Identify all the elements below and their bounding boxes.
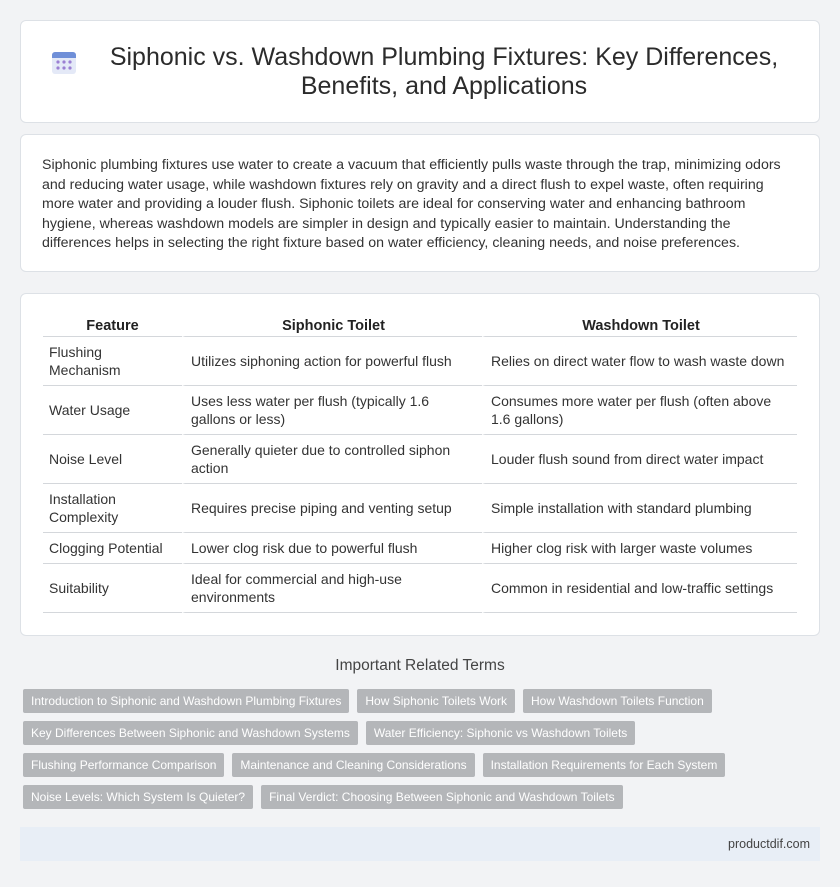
siphonic-cell: Utilizes siphoning action for powerful flush: [182, 337, 482, 386]
washdown-cell: Higher clog risk with larger waste volumes: [482, 533, 797, 564]
feature-cell: Flushing Mechanism: [43, 337, 182, 386]
related-tag[interactable]: Installation Requirements for Each System: [483, 753, 726, 777]
header-washdown: Washdown Toilet: [482, 316, 797, 337]
table-row: [43, 533, 797, 564]
title-wrap: [51, 43, 789, 101]
title-card: [20, 20, 820, 123]
feature-cell: Noise Level: [43, 435, 182, 484]
siphonic-cell: Lower clog risk due to powerful flush: [182, 533, 482, 564]
header-feature: Feature: [43, 316, 182, 337]
siphonic-cell: Requires precise piping and venting setup: [182, 484, 482, 533]
related-tag[interactable]: Noise Levels: Which System Is Quieter?: [23, 785, 253, 809]
comparison-table: [43, 316, 797, 613]
siphonic-cell: Generally quieter due to controlled siphon action: [182, 435, 482, 484]
related-tag[interactable]: Introduction to Siphonic and Washdown Plumbing Fixtures: [23, 689, 349, 713]
related-tag[interactable]: Flushing Performance Comparison: [23, 753, 224, 777]
calendar-icon: [51, 49, 77, 75]
related-tag[interactable]: Maintenance and Cleaning Considerations: [232, 753, 474, 777]
feature-cell: Water Usage: [43, 386, 182, 435]
related-terms: [20, 657, 820, 817]
header-siphonic: Siphonic Toilet: [182, 316, 482, 337]
related-tag[interactable]: Final Verdict: Choosing Between Siphonic and Washdown Toilets: [261, 785, 623, 809]
intro-card: [20, 134, 820, 272]
feature-cell: Installation Complexity: [43, 484, 182, 533]
footer: [20, 827, 820, 861]
washdown-cell: Simple installation with standard plumbing: [482, 484, 797, 533]
washdown-cell: Louder flush sound from direct water impact: [482, 435, 797, 484]
table-row: [43, 337, 797, 386]
comparison-card: [20, 293, 820, 636]
page-title: Siphonic vs. Washdown Plumbing Fixtures: Key Differences, Benefits, and Applications: [109, 42, 779, 100]
siphonic-cell: Ideal for commercial and high-use environments: [182, 564, 482, 613]
washdown-cell: Consumes more water per flush (often above 1.6 gallons): [482, 386, 797, 435]
intro-paragraph: Siphonic plumbing fixtures use water to create a vacuum that efficiently pulls waste through the trap, minimizing odors and reducing water usage, while washdown fixtures rely on gravity and a direct flush to expel waste, often requiring more water and providing a louder flush. Siphonic toilets are ideal for conserving water and enhancing bathroom hygiene, whereas washdown models are simpler in design and typically easier to maintain. Understanding the differences helps in selecting the right fixture based on water efficiency, cleaning needs, and noise preferences.: [42, 157, 781, 252]
table-row: [43, 435, 797, 484]
related-tag[interactable]: Key Differences Between Siphonic and Washdown Systems: [23, 721, 358, 745]
table-row: [43, 484, 797, 533]
table-header-row: [43, 316, 797, 337]
table-row: [43, 564, 797, 613]
footer-site: productdif.com: [728, 837, 810, 851]
table-row: [43, 386, 797, 435]
related-tag[interactable]: How Washdown Toilets Function: [523, 689, 712, 713]
siphonic-cell: Uses less water per flush (typically 1.6 gallons or less): [182, 386, 482, 435]
related-tag[interactable]: Water Efficiency: Siphonic vs Washdown Toilets: [366, 721, 635, 745]
related-tags: [20, 689, 820, 817]
related-heading: Important Related Terms: [335, 657, 505, 674]
related-tag[interactable]: How Siphonic Toilets Work: [357, 689, 515, 713]
feature-cell: Clogging Potential: [43, 533, 182, 564]
washdown-cell: Relies on direct water flow to wash waste down: [482, 337, 797, 386]
washdown-cell: Common in residential and low-traffic settings: [482, 564, 797, 613]
feature-cell: Suitability: [43, 564, 182, 613]
